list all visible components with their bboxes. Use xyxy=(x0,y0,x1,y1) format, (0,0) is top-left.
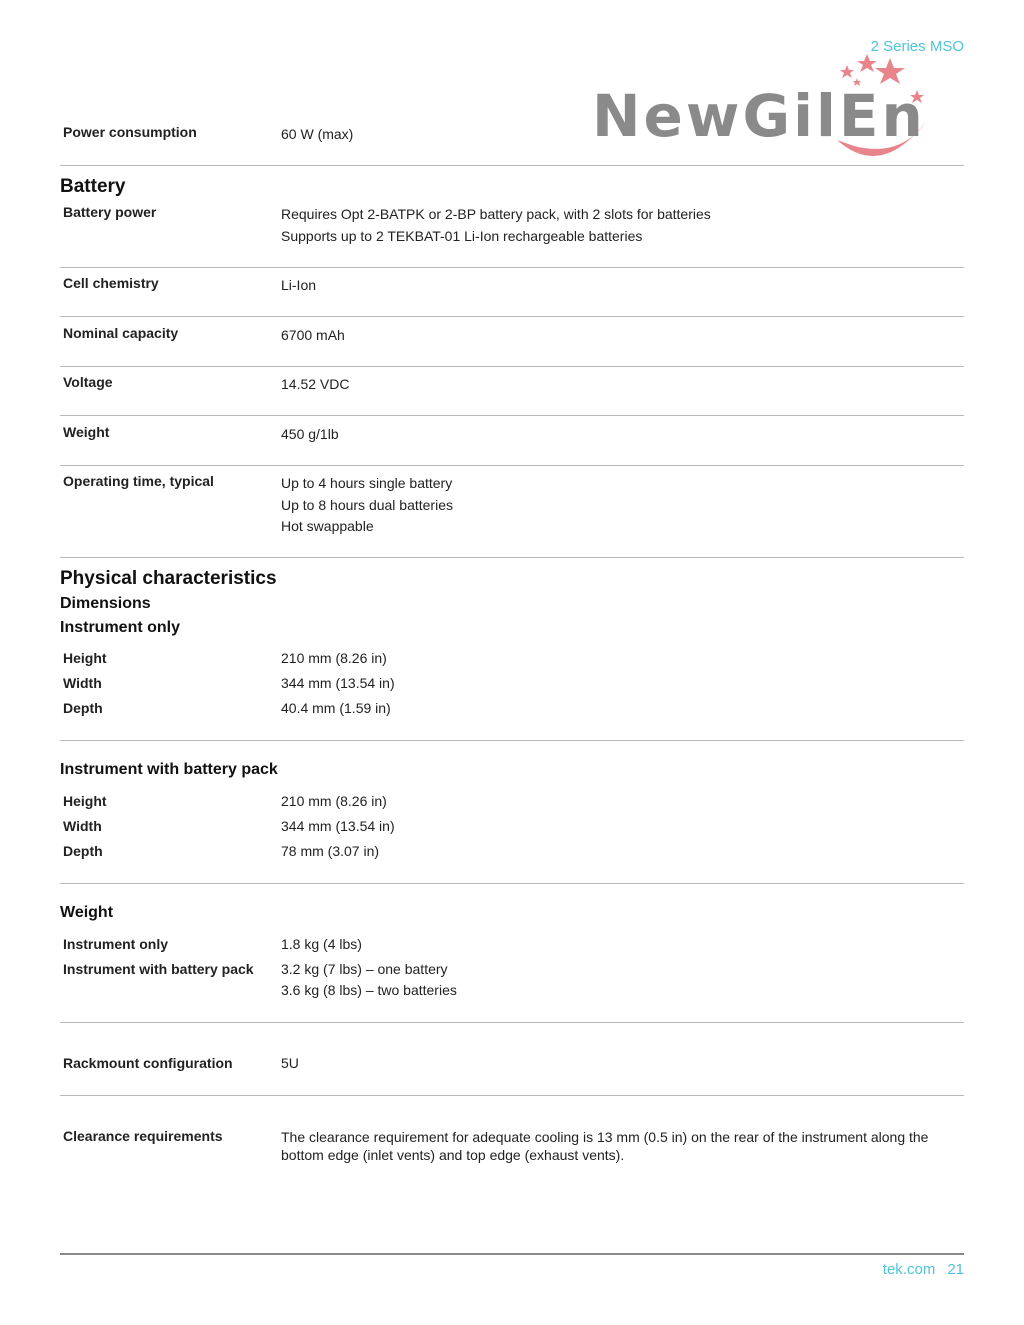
subheading-dimensions: Dimensions xyxy=(60,595,151,612)
row-value: 450 g/1lb xyxy=(281,426,339,442)
page-number: 21 xyxy=(947,1261,964,1278)
divider xyxy=(60,740,964,741)
section-heading-physical: Physical characteristics xyxy=(60,568,277,589)
cell-chemistry-row xyxy=(60,275,964,317)
divider xyxy=(60,1095,964,1096)
row-label: Operating time, typical xyxy=(63,473,214,489)
section-heading-battery: Battery xyxy=(60,176,126,197)
row-value: 6700 mAh xyxy=(281,327,345,343)
row-label: Power consumption xyxy=(63,124,197,140)
row-label: Nominal capacity xyxy=(63,325,179,341)
row-value: 60 W (max) xyxy=(281,126,354,142)
series-title: 2 Series MSO xyxy=(870,38,964,55)
row-label: Cell chemistry xyxy=(63,275,159,291)
divider xyxy=(60,1022,964,1023)
footer xyxy=(871,1261,964,1278)
row-label: Voltage xyxy=(63,374,113,390)
operating-time-row xyxy=(60,473,964,558)
weight-row xyxy=(60,424,964,466)
subheading-instrument-only: Instrument only xyxy=(60,619,181,636)
footer-site-link[interactable]: tek.com xyxy=(882,1261,936,1278)
watermark-logo: NewGilEn xyxy=(592,50,937,170)
row-label: Clearance requirements xyxy=(63,1128,223,1144)
row-value: 14.52 VDC xyxy=(281,376,350,392)
row-value: Up to 4 hours single battery Up to 8 hours dual batteries Hot swappable xyxy=(281,475,453,534)
row-value: Requires Opt 2-BATPK or 2-BP battery pack, with 2 slots for batteries Supports up to 2 TEKBAT-01 Li-Ion rechargeable batteries xyxy=(281,206,711,244)
row-label: Battery power xyxy=(63,204,157,220)
battery-power-row xyxy=(60,204,964,268)
nominal-capacity-row xyxy=(60,325,964,367)
subheading-with-battery: Instrument with battery pack xyxy=(60,761,278,778)
footer-divider xyxy=(60,1253,964,1255)
subheading-weight: Weight xyxy=(60,904,114,921)
voltage-row xyxy=(60,374,964,416)
row-label: Weight xyxy=(63,424,110,440)
row-value: The clearance requirement for adequate cooling is 13 mm (0.5 in) on the rear of the instrument along the bottom edge (inlet vents) and top edge (exhaust vents). xyxy=(281,1129,929,1163)
divider xyxy=(60,883,964,884)
row-value: Li-Ion xyxy=(281,277,317,293)
power-consumption-row xyxy=(60,124,964,166)
clearance-row xyxy=(60,1128,964,1188)
